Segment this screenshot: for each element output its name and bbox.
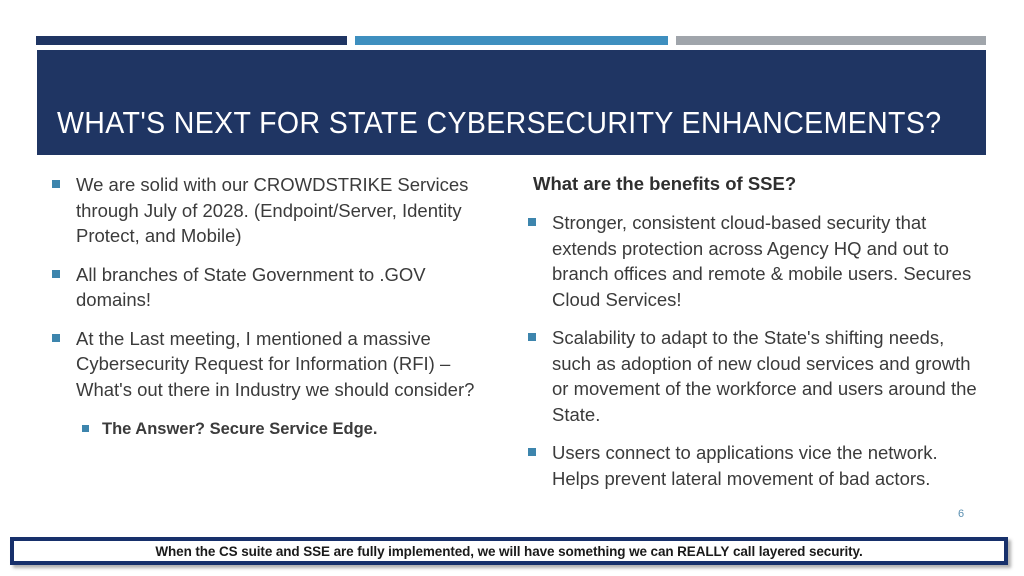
bullet-text: We are solid with our CROWDSTRIKE Services through July of 2028. (Endpoint/Server, Identity Protect, and Mobile) xyxy=(76,174,469,246)
title-banner xyxy=(37,50,986,155)
bullet-text: Stronger, consistent cloud-based security that extends protection across Agency HQ and out to branch offices and remote & mobile users. Secures Cloud Services! xyxy=(552,212,972,310)
bottom-callout-banner xyxy=(10,537,1008,565)
bullet-text: Users connect to applications vice the network. Helps prevent lateral movement of bad actors. xyxy=(552,442,938,489)
page-title: WHAT'S NEXT FOR STATE CYBERSECURITY ENHANCEMENTS? xyxy=(57,105,942,140)
benefits-heading: What are the benefits of SSE? xyxy=(533,173,797,194)
bullet-square-icon xyxy=(528,218,536,226)
bullet-square-icon xyxy=(52,270,60,278)
list-item xyxy=(528,325,988,427)
right-content-column xyxy=(528,172,988,504)
bullet-text: All branches of State Government to .GOV domains! xyxy=(76,263,426,310)
bullet-text: At the Last meeting, I mentioned a massive Cybersecurity Request for Information (RFI) – What's out there in Industry we should consider? xyxy=(76,327,475,400)
left-content-column xyxy=(52,172,504,453)
bullet-square-icon xyxy=(52,180,60,188)
sub-list-item xyxy=(82,418,504,440)
list-item xyxy=(52,172,504,249)
list-item xyxy=(528,210,988,312)
list-item xyxy=(52,326,504,403)
bullet-text: Scalability to adapt to the State's shifting needs, such as adoption of new cloud services and growth or movement of the workforce and users around the State. xyxy=(552,327,977,425)
bottom-callout-text: When the CS suite and SSE are fully implemented, we will have something we can REALLY call layered security. xyxy=(155,543,863,559)
slide-number: 6 xyxy=(958,508,965,520)
top-rule-segment-navy xyxy=(36,36,347,45)
list-item xyxy=(528,440,988,491)
sub-bullet-text: The Answer? Secure Service Edge. xyxy=(102,420,378,438)
bullet-square-icon xyxy=(82,425,89,432)
top-rule-segment-gray xyxy=(676,36,986,45)
top-rule-segment-blue xyxy=(355,36,668,45)
bullet-square-icon xyxy=(52,334,60,342)
bullet-square-icon xyxy=(528,448,536,456)
list-item xyxy=(52,262,504,313)
bullet-square-icon xyxy=(528,333,536,341)
